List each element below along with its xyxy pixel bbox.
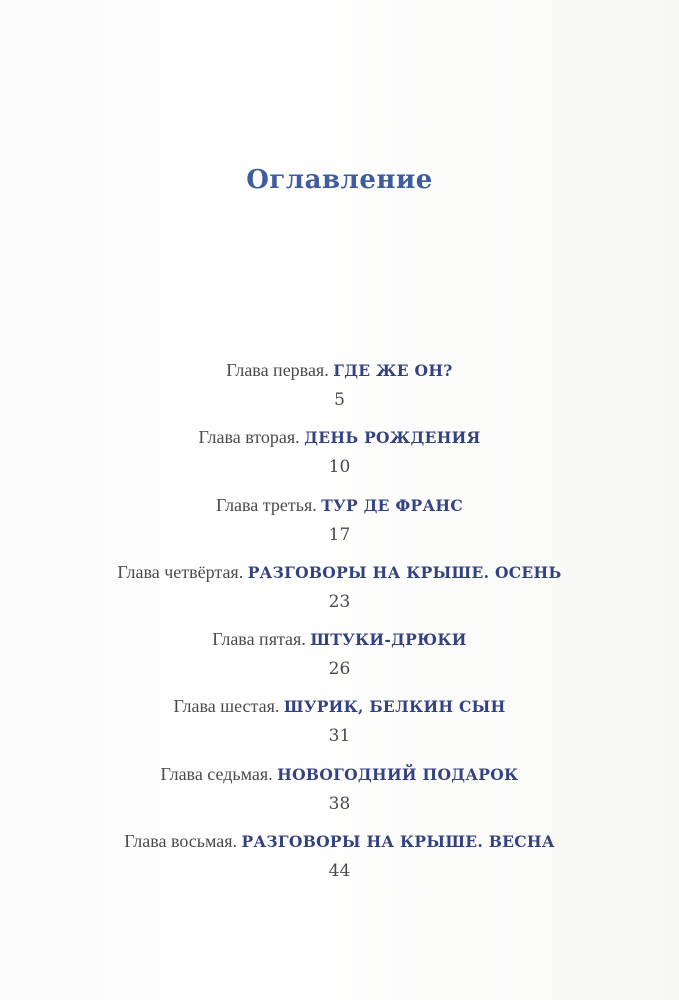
page-number: 10 — [328, 457, 351, 478]
page-number: 5 — [334, 390, 345, 410]
page-title: Оглавление — [246, 165, 433, 195]
chapter-label: Глава седьмая. — [160, 763, 273, 784]
page-number: 26 — [328, 659, 351, 680]
chapter-label: Глава четвёртая. — [117, 561, 244, 582]
toc-entry — [0, 356, 679, 423]
chapter-title: ШУРИК, БЕЛКИН СЫН — [283, 697, 506, 717]
chapter-label: Глава третья. — [216, 494, 317, 515]
chapter-title: РАЗГОВОРЫ НА КРЫШЕ. ОСЕНЬ — [247, 562, 562, 582]
table-of-contents — [0, 356, 679, 894]
chapter-title: ГДЕ ЖЕ ОН? — [333, 361, 453, 380]
chapter-title: ТУР ДЕ ФРАНС — [321, 495, 463, 515]
page-number: 31 — [328, 726, 351, 747]
toc-entry — [0, 827, 679, 894]
chapter-label: Глава первая. — [226, 360, 329, 380]
toc-entry — [0, 692, 679, 759]
toc-entry — [0, 625, 679, 692]
chapter-label: Глава вторая. — [198, 427, 300, 448]
toc-entry — [0, 423, 679, 490]
toc-entry — [0, 491, 679, 558]
chapter-label: Глава пятая. — [212, 629, 306, 650]
chapter-label: Глава шестая. — [173, 696, 280, 717]
chapter-label: Глава восьмая. — [124, 831, 238, 852]
page-number: 38 — [328, 793, 351, 814]
page-number: 23 — [328, 591, 351, 612]
toc-entry — [0, 760, 679, 827]
chapter-title: ДЕНЬ РОЖДЕНИЯ — [304, 428, 481, 448]
chapter-title: РАЗГОВОРЫ НА КРЫШЕ. ВЕСНА — [241, 832, 555, 852]
page-number: 44 — [328, 861, 351, 882]
toc-entry — [0, 558, 679, 625]
chapter-title: НОВОГОДНИЙ ПОДАРОК — [277, 764, 519, 784]
page-number: 17 — [328, 524, 351, 545]
chapter-title: ШТУКИ-ДРЮКИ — [310, 630, 467, 650]
